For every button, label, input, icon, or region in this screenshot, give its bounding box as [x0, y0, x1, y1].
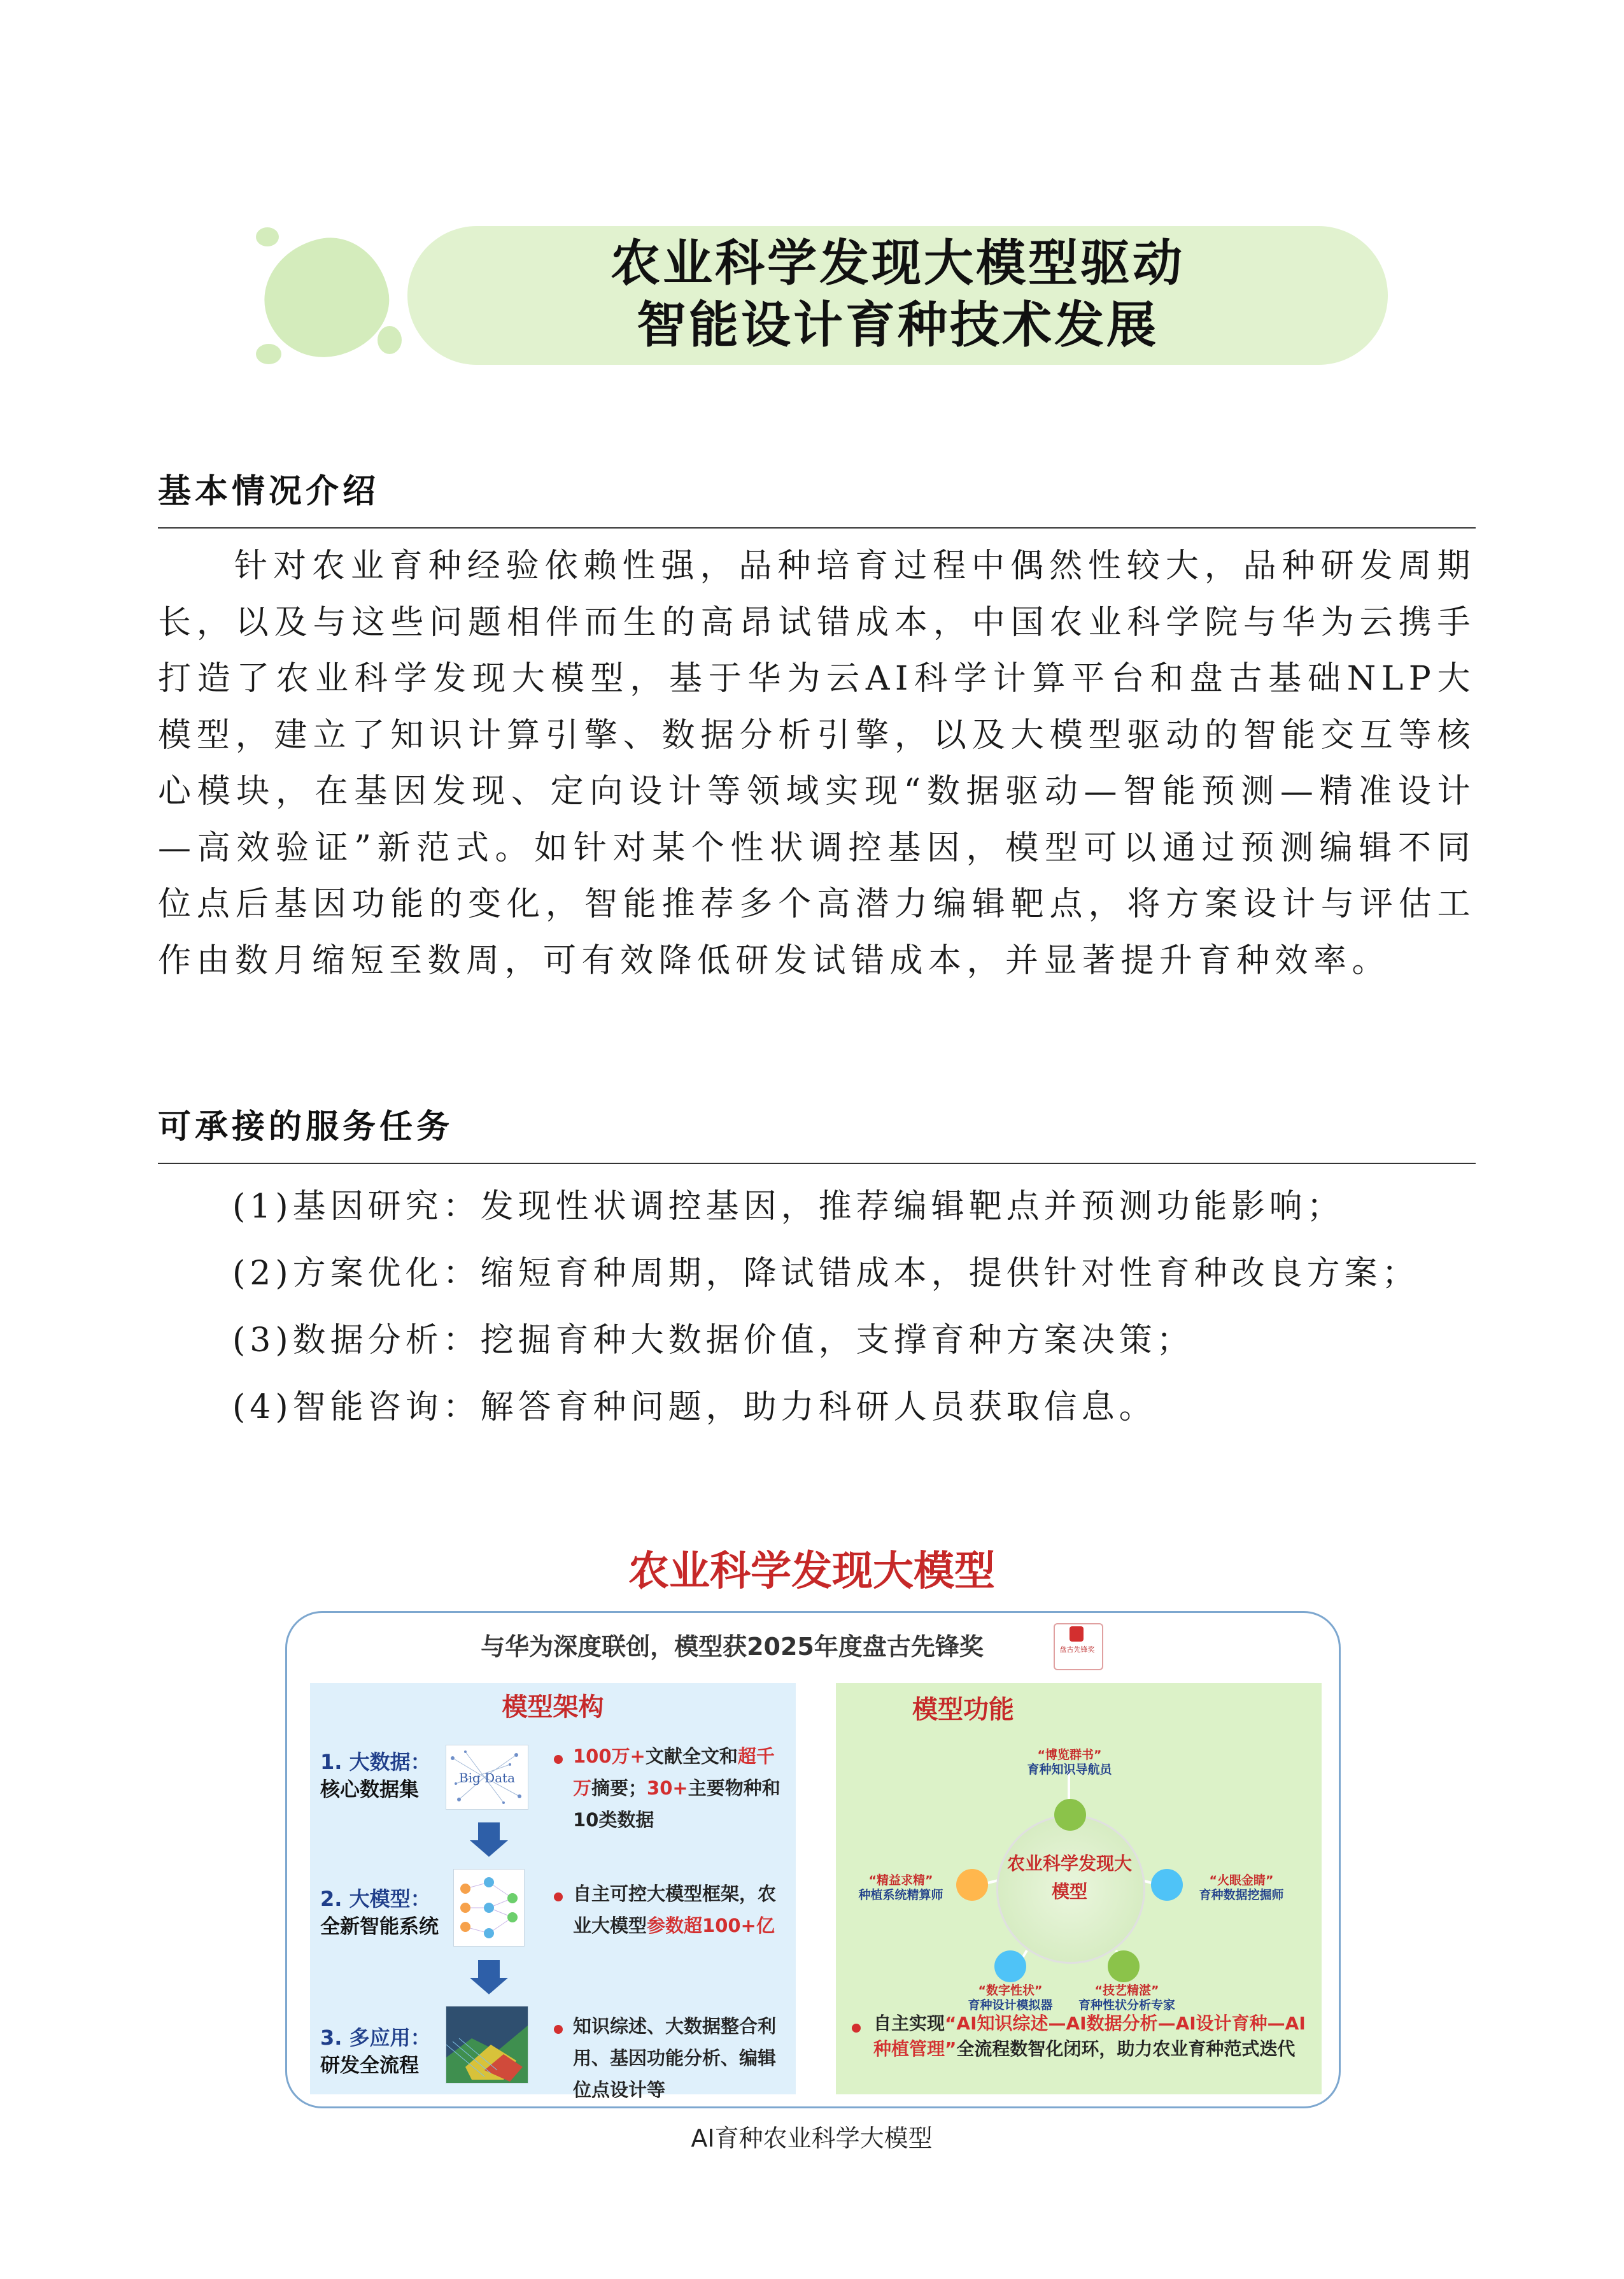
- down-arrow-icon: [478, 1822, 500, 1842]
- page-title-line-1: 农业科学发现大模型驱动: [610, 235, 1185, 292]
- data-mining-icon: [1151, 1869, 1183, 1901]
- tier-description: 100万+文献全文和超千万摘要；30+主要物种和10类数据: [573, 1745, 780, 1831]
- service-item: (2)方案优化：缩短育种周期，降试错成本，提供针对性育种改良方案；: [232, 1254, 1420, 1293]
- page-title-line-2: 智能设计育种技术发展: [636, 297, 1159, 354]
- tier-description: 知识综述、大数据整合利用、基因功能分析、编辑位点设计等: [573, 2015, 777, 2101]
- tier-subtitle: 核心数据集: [320, 1778, 419, 1801]
- tier-title: 3. 多应用：: [320, 2026, 431, 2050]
- function-node-label: “数字性状” 育种设计模拟器: [968, 1984, 1053, 2012]
- title-decoration-dot: [256, 227, 279, 246]
- big-data-thumb-label: Big Data: [458, 1770, 516, 1786]
- tier-title: 1. 大数据：: [320, 1750, 431, 1774]
- network-graph-icon: [446, 1745, 528, 1809]
- neural-network-image: [453, 1869, 525, 1947]
- terrain-map-icon: [446, 2006, 528, 2083]
- application-image: [446, 2006, 528, 2084]
- service-item: (3)数据分析：挖掘育种大数据价值，支撑育种方案决策；: [232, 1321, 1194, 1360]
- section-divider: [158, 527, 1476, 529]
- function-node-label: “博览群书” 育种知识导航员: [1027, 1748, 1112, 1777]
- function-node-label: “精益求精” 种植系统精算师: [858, 1873, 943, 1902]
- bullet-dot: [852, 2024, 861, 2033]
- title-decoration-dot: [256, 344, 281, 364]
- award-icon: [1070, 1626, 1084, 1642]
- design-simulator-icon: [994, 1950, 1026, 1982]
- planting-actuary-icon: [956, 1869, 988, 1901]
- bullet-dot: [554, 1755, 563, 1764]
- function-node-label: “火眼金睛” 育种数据挖掘师: [1199, 1873, 1284, 1902]
- bullet-dot: [554, 1892, 563, 1901]
- bullet-dot: [554, 2025, 563, 2034]
- service-item: (1)基因研究：发现性状调控基因，推荐编辑靶点并预测功能影响；: [232, 1188, 1345, 1226]
- service-item: (4)智能咨询：解答育种问题，助力科研人员获取信息。: [232, 1388, 1157, 1426]
- section-divider: [158, 1163, 1476, 1164]
- section-heading-services: 可承接的服务任务: [158, 1108, 454, 1146]
- trait-analysis-icon: [1108, 1950, 1140, 1982]
- figure-subtitle: 与华为深度联创，模型获2025年度盘古先锋奖: [481, 1633, 984, 1661]
- tier-description: 自主可控大模型框架，农业大模型参数超100+亿: [573, 1883, 777, 1936]
- award-badge-text: 盘古先锋奖: [1059, 1645, 1095, 1654]
- functions-title: 模型功能: [912, 1695, 1014, 1724]
- architecture-title: 模型架构: [502, 1693, 604, 1722]
- knowledge-navigator-icon: [1054, 1799, 1086, 1831]
- figure-title: 农业科学发现大模型: [628, 1548, 995, 1595]
- big-data-image: [446, 1745, 528, 1810]
- functions-center-label: 农业科学发现大模型: [1006, 1853, 1132, 1902]
- tier-label: [320, 1885, 473, 1941]
- section-heading-intro: 基本情况介绍: [158, 472, 380, 511]
- tier-title: 2. 大模型：: [320, 1887, 431, 1911]
- down-arrow-icon: [478, 1960, 500, 1979]
- function-node-label: “技艺精湛” 育种性状分析专家: [1078, 1984, 1175, 2012]
- tier-subtitle: 全新智能系统: [320, 1915, 439, 1938]
- neural-network-icon: [454, 1870, 524, 1946]
- tier-subtitle: 研发全流程: [320, 2054, 419, 2077]
- figure-caption: AI育种农业科学大模型: [691, 2124, 933, 2152]
- functions-note: 自主实现“AI知识综述—AI数据分析—AI设计育种—AI种植管理”全流程数智化闭环，助力农业育种范式迭代: [873, 2013, 1306, 2059]
- intro-paragraph: 针对农业育种经验依赖性强，品种培育过程中偶然性较大，品种研发周期长，以及与这些问题相伴而生的高昂试错成本，中国农业科学院与华为云携手打造了农业科学发现大模型，基于华为云AI科学计算平台和盘古基础NLP大模型，建立了知识计算引擎、数据分析引擎，以及大模型驱动的智能交互等核心模块，在基因发现、定向设计等领域实现“数据驱动—智能预测—精准设计—高效验证”新范式。如针对某个性状调控基因，模型可以通过预测编辑不同位点后基因功能的变化，智能推荐多个高潜力编辑靶点，将方案设计与评估工作由数月缩短至数周，可有效降低研发试错成本，并显著提升育种效率。: [158, 547, 1476, 980]
- down-arrow-head: [470, 1840, 508, 1857]
- down-arrow-head: [470, 1978, 508, 1994]
- title-decoration-dot: [378, 326, 402, 354]
